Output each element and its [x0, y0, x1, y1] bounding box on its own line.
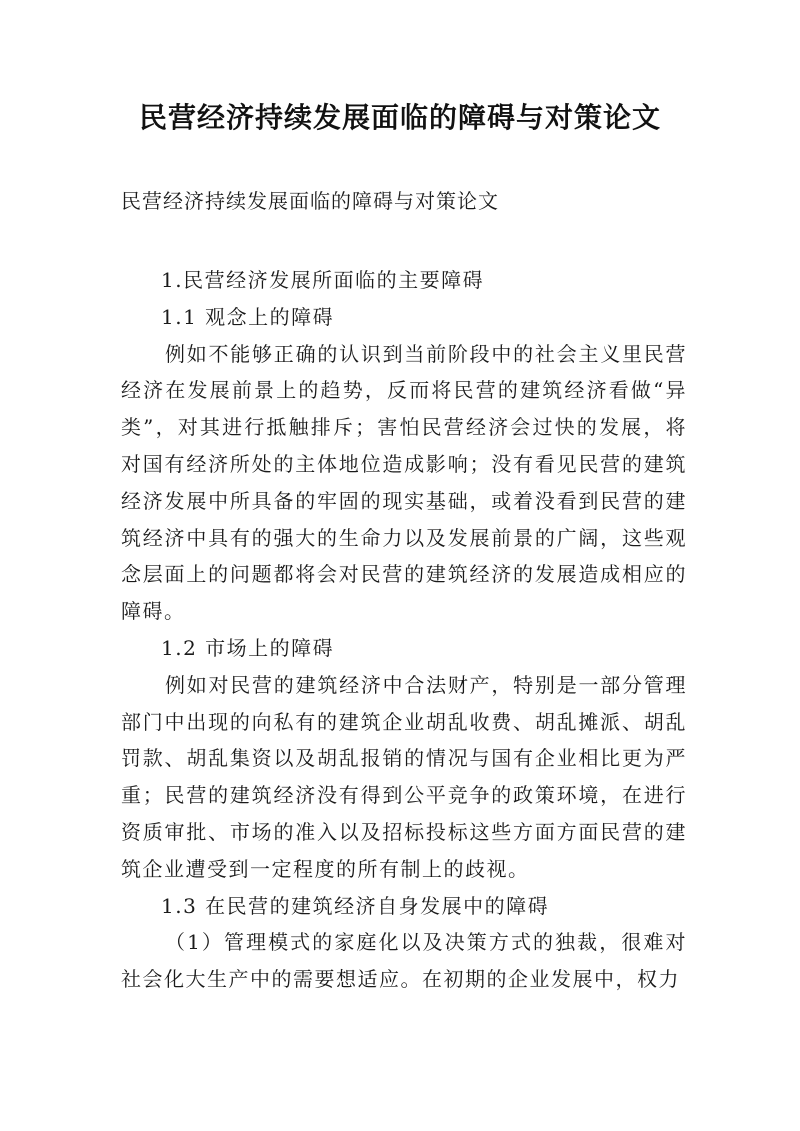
section-heading: 1.民营经济发展所面临的主要障碍: [161, 268, 485, 292]
body-paragraph: 例如对民营的建筑经济中合法财产，特别是一部分管理部门中出现的向私有的建筑企业胡乱收费、胡乱摊派、胡乱罚款、胡乱集资以及胡乱报销的情况与国有企业相比更为严重；民营的建筑经济没有得到公平竞争的政策环境，在进行资质审批、市场的准入以及招标投标这些方面方面民营的建筑企业遭受到一定程度的所有制上的歧视。: [121, 672, 687, 881]
document-title: 民营经济持续发展面临的障碍与对策论文: [138, 101, 661, 134]
document-subtitle: 民营经济持续发展面临的障碍与对策论文: [121, 189, 499, 213]
body-paragraph: （1）管理模式的家庭化以及决策方式的独裁，很难对社会化大生产中的需要想适应。在初期的企业发展中，权力: [121, 930, 687, 992]
section-heading: 1.1 观念上的障碍: [161, 304, 335, 329]
section-heading: 1.2 市场上的障碍: [161, 635, 335, 660]
section-heading: 1.3 在民营的建筑经济自身发展中的障碍: [161, 893, 550, 918]
body-paragraph: 例如不能够正确的认识到当前阶段中的社会主义里民营经济在发展前景上的趋势，反而将民营的建筑经济看做“异类”，对其进行抵触排斥；害怕民营经济会过快的发展，将对国有经济所处的主体地位造成影响；没有看见民营的建筑经济发展中所具备的牢固的现实基础，或着没看到民营的建筑经济中具有的强大的生命力以及发展前景的广阔，这些观念层面上的问题都将会对民营的建筑经济的发展造成相应的障碍。: [121, 341, 687, 624]
document-body: [121, 262, 687, 998]
